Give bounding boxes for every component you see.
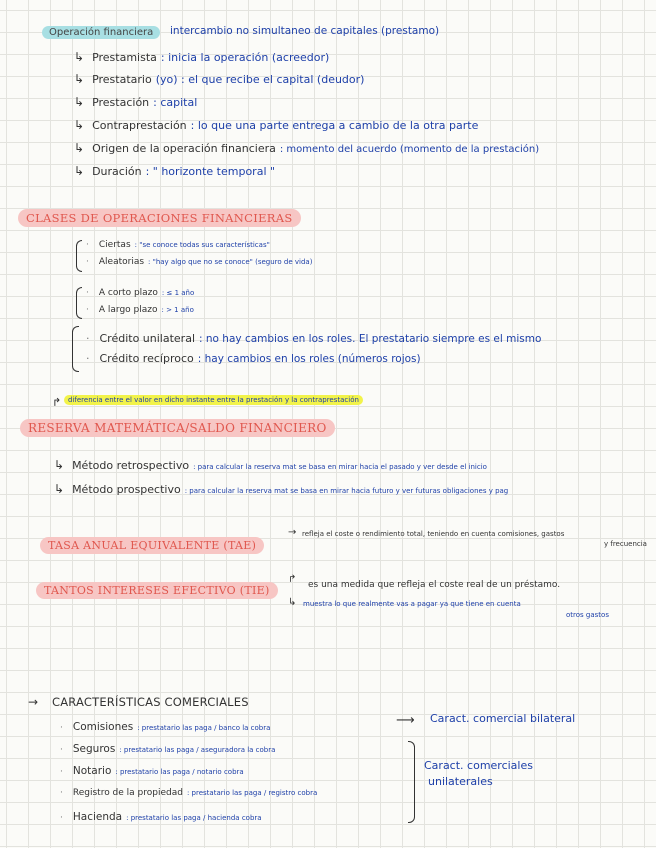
operacion-financiera-pill: Operación financiera	[42, 26, 160, 39]
brace-right	[408, 741, 415, 823]
item-value: : ≤ 1 año	[161, 289, 195, 297]
item-value: (yo) : el que recibe el capital (deudor)	[155, 73, 365, 86]
item-label: A largo plazo	[98, 305, 158, 315]
tie-note: es una medida que refleja el coste real de un préstamo.	[308, 580, 561, 590]
bullet-icon: ·	[60, 723, 63, 733]
brace-left	[72, 326, 79, 372]
bullet-icon: ·	[86, 305, 89, 315]
item-label: Crédito recíproco	[99, 352, 194, 365]
operacion-financiera-definition: intercambio no simultaneo de capitales (prestamo)	[170, 25, 440, 37]
unilateral-label: unilaterales	[428, 775, 493, 788]
item-value: : prestatario las paga / aseguradora la cobra	[119, 746, 276, 754]
item-label: Notario	[72, 765, 112, 777]
bullet-icon: ·	[60, 767, 63, 777]
arrow-right-icon: ↳	[74, 164, 85, 178]
bullet-icon: ·	[86, 332, 90, 345]
item-value: : prestatario las paga / hacienda cobra	[126, 814, 262, 822]
clases-title: CLASES DE OPERACIONES FINANCIERAS	[18, 209, 301, 227]
bullet-icon: ·	[60, 788, 63, 798]
reserva-title: RESERVA MATEMÁTICA/SALDO FINANCIERO	[20, 419, 335, 437]
item-label: Prestación	[92, 96, 150, 109]
tie-note: muestra lo que realmente vas a pagar ya que tiene en cuenta	[303, 600, 521, 608]
intro-item-origen	[74, 141, 539, 155]
tie-note: otros gastos	[566, 611, 609, 619]
clases-group3-item	[86, 332, 541, 345]
item-value: : "hay algo que no se conoce" (seguro de vida)	[148, 258, 313, 266]
caract-item-seguros	[60, 743, 275, 755]
tie-title: TANTOS INTERESES EFECTIVO (TIE)	[36, 582, 278, 599]
tae-title: TASA ANUAL EQUIVALENTE (TAE)	[40, 537, 264, 554]
caract-item-comisiones	[60, 721, 270, 733]
bullet-icon: ·	[86, 288, 89, 298]
arrow-right-icon: ↳	[74, 118, 85, 132]
item-value: : momento del acuerdo (momento de la prestación)	[279, 144, 540, 155]
item-value: : capital	[153, 96, 198, 109]
arrow-right-icon: ↳	[74, 141, 85, 155]
caract-title: CARACTERÍSTICAS COMERCIALES	[52, 695, 249, 709]
tae-note: refleja el coste o rendimiento total, teniendo en cuenta comisiones, gastos	[302, 530, 565, 538]
intro-item-duracion	[74, 164, 275, 178]
brace-left	[76, 287, 82, 319]
item-label: Duración	[92, 165, 142, 178]
bullet-icon: ·	[60, 745, 63, 755]
item-value: : prestatario las paga / notario cobra	[115, 768, 244, 776]
bilateral-label: Caract. comercial bilateral	[430, 712, 576, 725]
caract-item-hacienda	[60, 811, 262, 823]
item-label: Seguros	[72, 743, 116, 755]
item-value: : hay cambios en los roles (números rojos)	[197, 353, 421, 365]
item-label: Aleatorias	[98, 257, 145, 267]
clases-group1-item	[86, 240, 270, 250]
arrow-right-icon: ↳	[54, 482, 65, 496]
brace-left	[76, 240, 82, 272]
item-value: : prestatario las paga / banco la cobra	[137, 724, 271, 732]
item-value: : para calcular la reserva mat se basa en mirar hacia futuro y ver futuras obligaciones y pag	[184, 487, 509, 495]
bullet-icon: ·	[86, 257, 89, 267]
item-label: Origen de la operación financiera	[92, 142, 276, 155]
clases-group2-item	[86, 288, 194, 298]
item-value: : no hay cambios en los roles. El prestatario siempre es el mismo	[199, 333, 542, 345]
item-label: Crédito unilateral	[99, 332, 196, 345]
item-label: Prestamista	[92, 51, 157, 64]
tae-note: y frecuencia	[604, 540, 647, 548]
intro-item-contraprestacion	[74, 118, 478, 132]
intro-item-prestatario	[74, 72, 364, 86]
arrow-right-icon: →	[288, 527, 297, 538]
item-label: Prestatario	[92, 73, 152, 86]
arrow-up-right-icon: ↱	[52, 396, 62, 409]
item-label: Método retrospectivo	[72, 459, 190, 472]
highlight-note: diferencia entre el valor en dicho instante entre la prestación y la contraprestación	[64, 395, 363, 405]
intro-item-prestamista	[74, 50, 329, 64]
clases-group2-item	[86, 305, 194, 315]
item-label: Método prospectivo	[72, 483, 181, 496]
bullet-icon: ·	[86, 240, 89, 250]
intro-item-prestacion	[74, 95, 197, 109]
bullet-icon: ·	[60, 813, 63, 823]
item-label: Contraprestación	[92, 119, 187, 132]
item-value: : " horizonte temporal "	[145, 165, 276, 178]
item-label: A corto plazo	[98, 288, 158, 298]
reserva-item-prospectivo	[54, 482, 508, 496]
arrow-right-icon: ↳	[54, 458, 65, 472]
arrow-right-icon: ↳	[74, 50, 85, 64]
item-value: : > 1 año	[161, 306, 194, 314]
arrow-right-icon: ↳	[74, 95, 85, 109]
arrow-right-icon: ↳	[74, 72, 85, 86]
reserva-item-retrospectivo	[54, 458, 487, 472]
unilateral-label: Caract. comerciales	[424, 759, 533, 772]
item-value: : lo que una parte entrega a cambio de la otra parte	[190, 119, 479, 132]
item-value: : prestatario las paga / registro cobra	[186, 789, 318, 797]
clases-group3-item	[86, 352, 421, 365]
item-value: : inicia la operación (acreedor)	[160, 51, 330, 64]
caract-item-registro	[60, 788, 317, 798]
item-label: Comisiones	[72, 721, 134, 733]
item-label: Registro de la propiedad	[72, 788, 183, 798]
bullet-icon: ·	[86, 352, 90, 365]
arrow-right-icon: ⟶	[396, 713, 415, 728]
clases-group1-item	[86, 257, 312, 267]
item-label: Ciertas	[98, 240, 131, 250]
arrow-up-right-icon: ↱	[288, 574, 297, 585]
item-label: Hacienda	[72, 811, 123, 823]
caract-item-notario	[60, 765, 244, 777]
arrow-right-icon: →	[28, 695, 39, 709]
item-value: : para calcular la reserva mat se basa en mirar hacia el pasado y ver desde el inicio	[193, 463, 487, 471]
arrow-right-icon: ↳	[288, 597, 297, 608]
item-value: : "se conoce todas sus características"	[134, 241, 270, 249]
